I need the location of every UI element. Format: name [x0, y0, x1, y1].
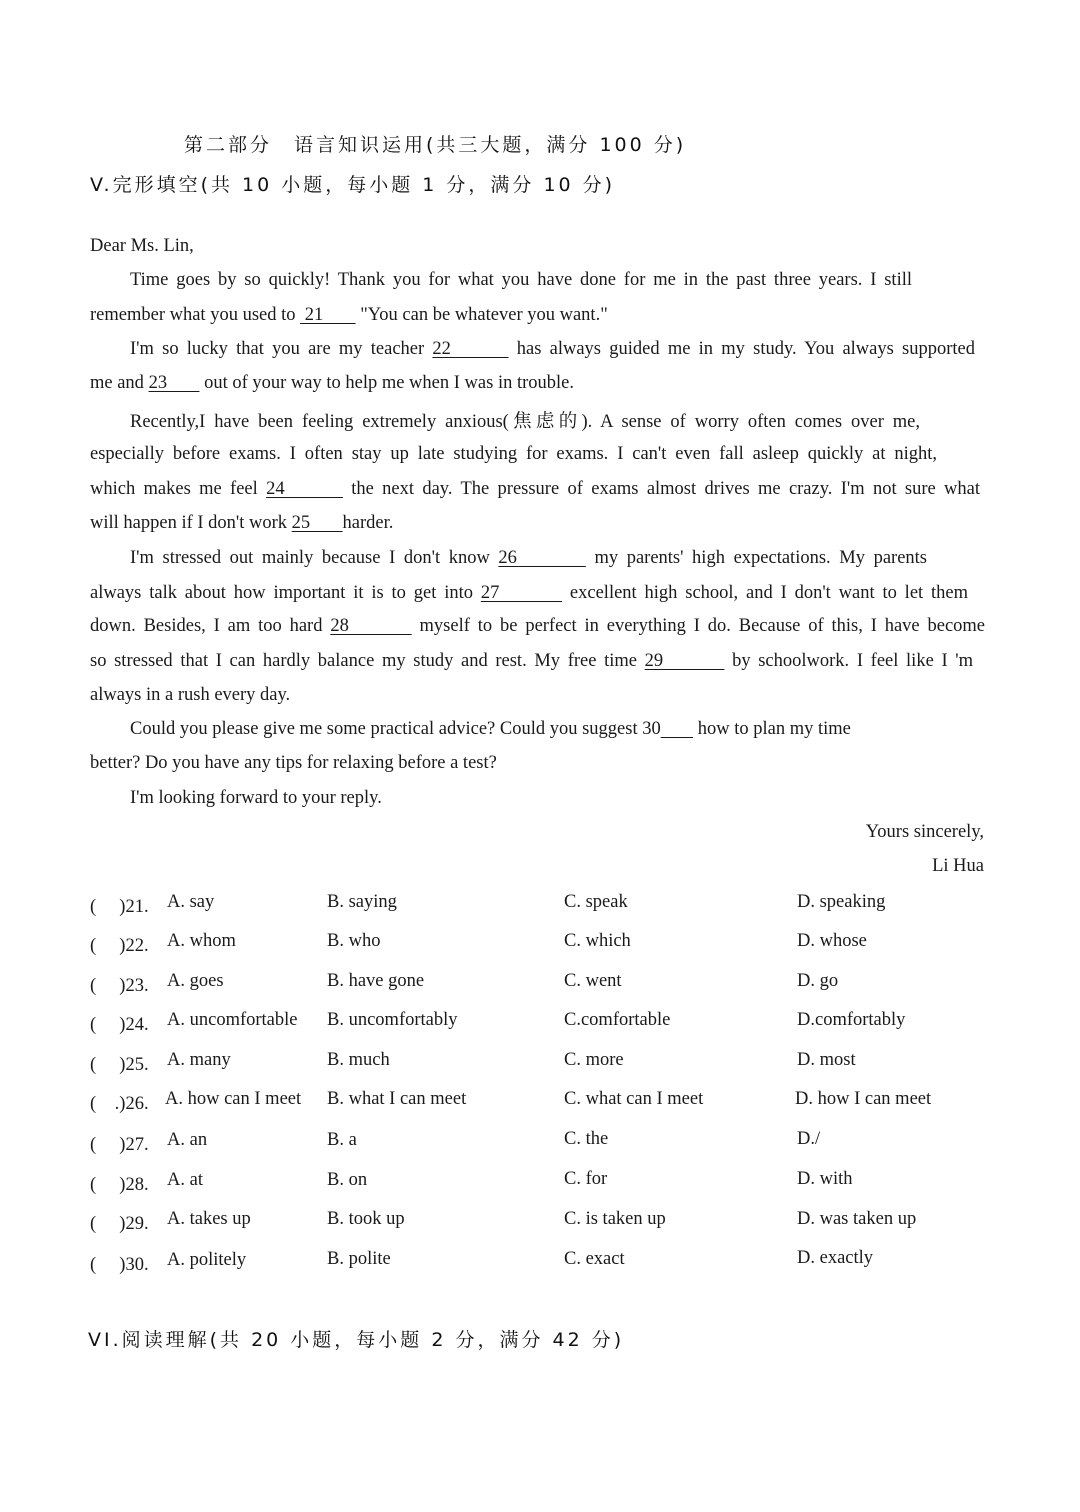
option-b[interactable]: B. polite: [327, 1249, 391, 1269]
option-c[interactable]: C. which: [564, 931, 631, 951]
option-d[interactable]: D. was taken up: [797, 1209, 917, 1229]
option-b[interactable]: B. on: [327, 1170, 368, 1190]
letter-line: which makes me feel 24 the next day. The pressure of exams almost drives me crazy. I'm not sure what: [90, 479, 981, 499]
letter-line: me and 23 out of your way to help me when I was in trouble.: [90, 373, 574, 393]
option-b[interactable]: B. what I can meet: [327, 1089, 467, 1109]
letter-line: I'm looking forward to your reply.: [130, 788, 382, 808]
option-a[interactable]: A. whom: [167, 931, 236, 951]
section-2-title: 第二部分 语言知识运用(共三大题，满分 100 分): [184, 134, 687, 156]
question-number: ( )22.: [90, 936, 149, 956]
letter-closing: Yours sincerely,: [865, 822, 984, 842]
option-c[interactable]: C. what can I meet: [564, 1089, 704, 1109]
letter-line: always talk about how important it is to get into 27 excellent high school, and I don't want to let them: [90, 583, 969, 603]
option-d[interactable]: D. most: [797, 1050, 856, 1070]
blank-27[interactable]: 27: [480, 583, 563, 603]
letter-line: always in a rush every day.: [90, 685, 291, 705]
option-a[interactable]: A. say: [167, 892, 215, 912]
question-number: ( .)26.: [90, 1094, 149, 1114]
letter-line: remember what you used to 21 "You can be whatever you want.": [90, 305, 608, 325]
option-b[interactable]: B. much: [327, 1050, 390, 1070]
question-number: ( )25.: [90, 1055, 149, 1075]
blank-24[interactable]: 24: [266, 479, 343, 499]
blank-23[interactable]: 23: [148, 373, 200, 393]
option-c[interactable]: C.comfortable: [564, 1010, 671, 1030]
option-a[interactable]: A. an: [167, 1130, 208, 1150]
question-number: ( )21.: [90, 897, 149, 917]
question-number: ( )30.: [90, 1255, 149, 1275]
option-d[interactable]: D. go: [797, 971, 839, 991]
blank-30[interactable]: [661, 719, 693, 739]
option-a[interactable]: A. takes up: [167, 1209, 251, 1229]
blank-26[interactable]: 26: [498, 548, 586, 568]
option-b[interactable]: B. a: [327, 1130, 357, 1150]
option-a[interactable]: A. goes: [167, 971, 224, 991]
section-5-title: V.完形填空(共 10 小题，每小题 1 分，满分 10 分): [90, 174, 616, 196]
option-b[interactable]: B. uncomfortably: [327, 1010, 458, 1030]
option-c[interactable]: C. the: [564, 1129, 609, 1149]
letter-greeting: Dear Ms. Lin,: [90, 236, 194, 256]
option-a[interactable]: A. uncomfortable: [167, 1010, 298, 1030]
option-b[interactable]: B. took up: [327, 1209, 405, 1229]
option-a[interactable]: A. politely: [167, 1250, 247, 1270]
question-number: ( )27.: [90, 1135, 149, 1155]
blank-28[interactable]: 28: [330, 616, 412, 636]
letter-line: Recently,I have been feeling extremely anxious(焦虑的). A sense of worry often comes over me,: [130, 412, 920, 432]
option-a[interactable]: A. many: [167, 1050, 231, 1070]
blank-21[interactable]: 21: [300, 305, 356, 325]
blank-29[interactable]: 29: [644, 651, 725, 671]
letter-signature: Li Hua: [932, 856, 984, 876]
letter-line: will happen if I don't work 25 harder.: [90, 513, 394, 533]
letter-line: especially before exams. I often stay up late studying for exams. I can't even fall asleep quickly at night,: [90, 444, 937, 464]
option-a[interactable]: A. at: [167, 1170, 203, 1190]
option-c[interactable]: C. for: [564, 1169, 608, 1189]
question-number: ( )23.: [90, 976, 149, 996]
letter-line: Could you please give me some practical advice? Could you suggest 30 how to plan my time: [130, 719, 851, 739]
option-c[interactable]: C. speak: [564, 892, 628, 912]
option-a[interactable]: A. how can I meet: [165, 1089, 302, 1109]
option-c[interactable]: C. exact: [564, 1249, 625, 1269]
letter-line: Time goes by so quickly! Thank you for what you have done for me in the past three years. I still: [130, 270, 912, 290]
letter-line: I'm so lucky that you are my teacher 22 has always guided me in my study. You always supported: [130, 339, 976, 359]
letter-line: better? Do you have any tips for relaxing before a test?: [90, 753, 497, 773]
option-c[interactable]: C. more: [564, 1050, 624, 1070]
option-d[interactable]: D. how I can meet: [795, 1089, 932, 1109]
option-b[interactable]: B. saying: [327, 892, 397, 912]
blank-22[interactable]: 22: [432, 339, 509, 359]
option-c[interactable]: C. went: [564, 971, 622, 991]
question-number: ( )29.: [90, 1214, 149, 1234]
option-b[interactable]: B. who: [327, 931, 381, 951]
section-6-title: VI.阅读理解(共 20 小题，每小题 2 分，满分 42 分): [88, 1329, 625, 1351]
option-c[interactable]: C. is taken up: [564, 1209, 666, 1229]
option-d[interactable]: D. exactly: [797, 1248, 874, 1268]
letter-line: I'm stressed out mainly because I don't know 26 my parents' high expectations. My parents: [130, 548, 928, 568]
option-b[interactable]: B. have gone: [327, 971, 425, 991]
letter-line: down. Besides, I am too hard 28 myself to be perfect in everything I do. Because of this, I have become: [90, 616, 986, 636]
question-number: ( )24.: [90, 1015, 149, 1035]
option-d[interactable]: D. whose: [797, 931, 867, 951]
letter-line: so stressed that I can hardly balance my study and rest. My free time 29 by schoolwork. I feel like I 'm: [90, 651, 973, 671]
option-d[interactable]: D.comfortably: [797, 1010, 906, 1030]
option-d[interactable]: D./: [797, 1129, 821, 1149]
option-d[interactable]: D. speaking: [797, 892, 886, 912]
option-d[interactable]: D. with: [797, 1169, 853, 1189]
blank-25[interactable]: 25: [291, 513, 343, 533]
question-number: ( )28.: [90, 1175, 149, 1195]
